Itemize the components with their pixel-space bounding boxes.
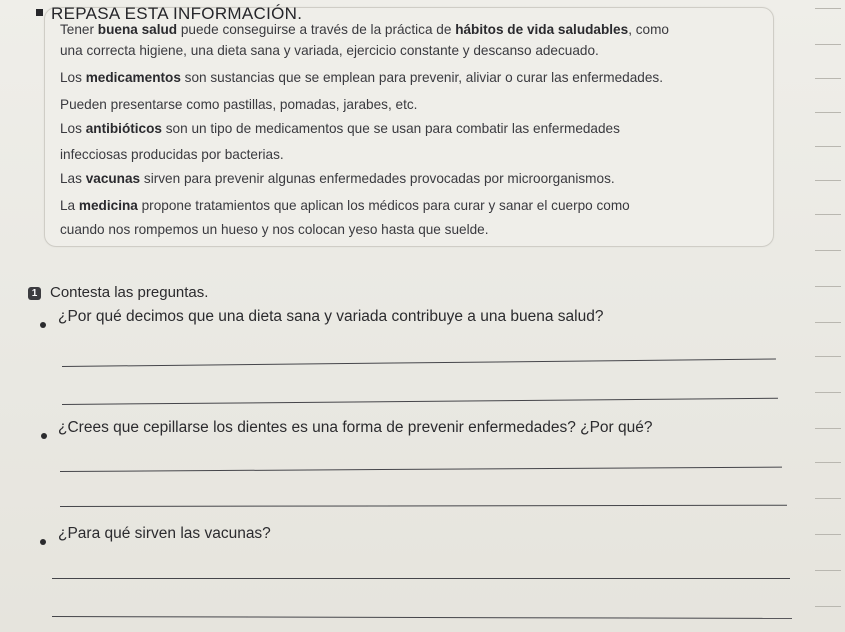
answer-line-1b[interactable] [62,398,778,405]
info-paragraph-antibiotics-line2: infecciosas producidas por bacterias. [60,147,284,162]
square-bullet-icon [36,9,43,16]
info-paragraph-health: Tener buena salud puede conseguirse a través de la práctica de hábitos de vida saludables, como [60,22,669,37]
info-paragraph-health-line2: una correcta higiene, una dieta sana y variada, ejercicio constante y descanso adecuado. [60,43,599,58]
question-bullet [40,539,46,545]
answer-line-3a[interactable] [52,578,790,579]
question-3: ¿Para qué sirven las vacunas? [58,525,271,542]
section-title-text: REPASA ESTA INFORMACIÓN. [51,4,303,23]
answer-line-2b[interactable] [60,505,787,507]
info-paragraph-medicines: Los medicamentos son sustancias que se emplean para prevenir, aliviar o curar las enfermedades. [60,70,663,85]
question-2: ¿Crees que cepillarse los dientes es una forma de prevenir enfermedades? ¿Por qué? [58,419,653,436]
info-paragraph-medicine-line2: cuando nos rompemos un hueso y nos colocan yeso hasta que suelde. [60,222,489,237]
question-bullet [41,433,47,439]
info-paragraph-vaccines: Las vacunas sirven para prevenir algunas enfermedades provocadas por microorganismos. [60,171,615,186]
activity-heading: Contesta las preguntas. [50,284,209,301]
info-paragraph-medicine: La medicina propone tratamientos que aplican los médicos para curar y sanar el cuerpo como [60,198,630,213]
activity-number-badge: 1 [28,287,41,300]
question-bullet [40,322,46,328]
margin-lines [805,0,845,632]
answer-line-2a[interactable] [60,467,782,473]
answer-line-3b[interactable] [52,616,792,619]
info-paragraph-medicines-line2: Pueden presentarse como pastillas, pomadas, jarabes, etc. [60,97,418,112]
info-paragraph-antibiotics: Los antibióticos son un tipo de medicamentos que se usan para combatir las enfermedades [60,121,620,136]
question-1: ¿Por qué decimos que una dieta sana y variada contribuye a una buena salud? [58,308,604,325]
answer-line-1a[interactable] [62,359,776,368]
